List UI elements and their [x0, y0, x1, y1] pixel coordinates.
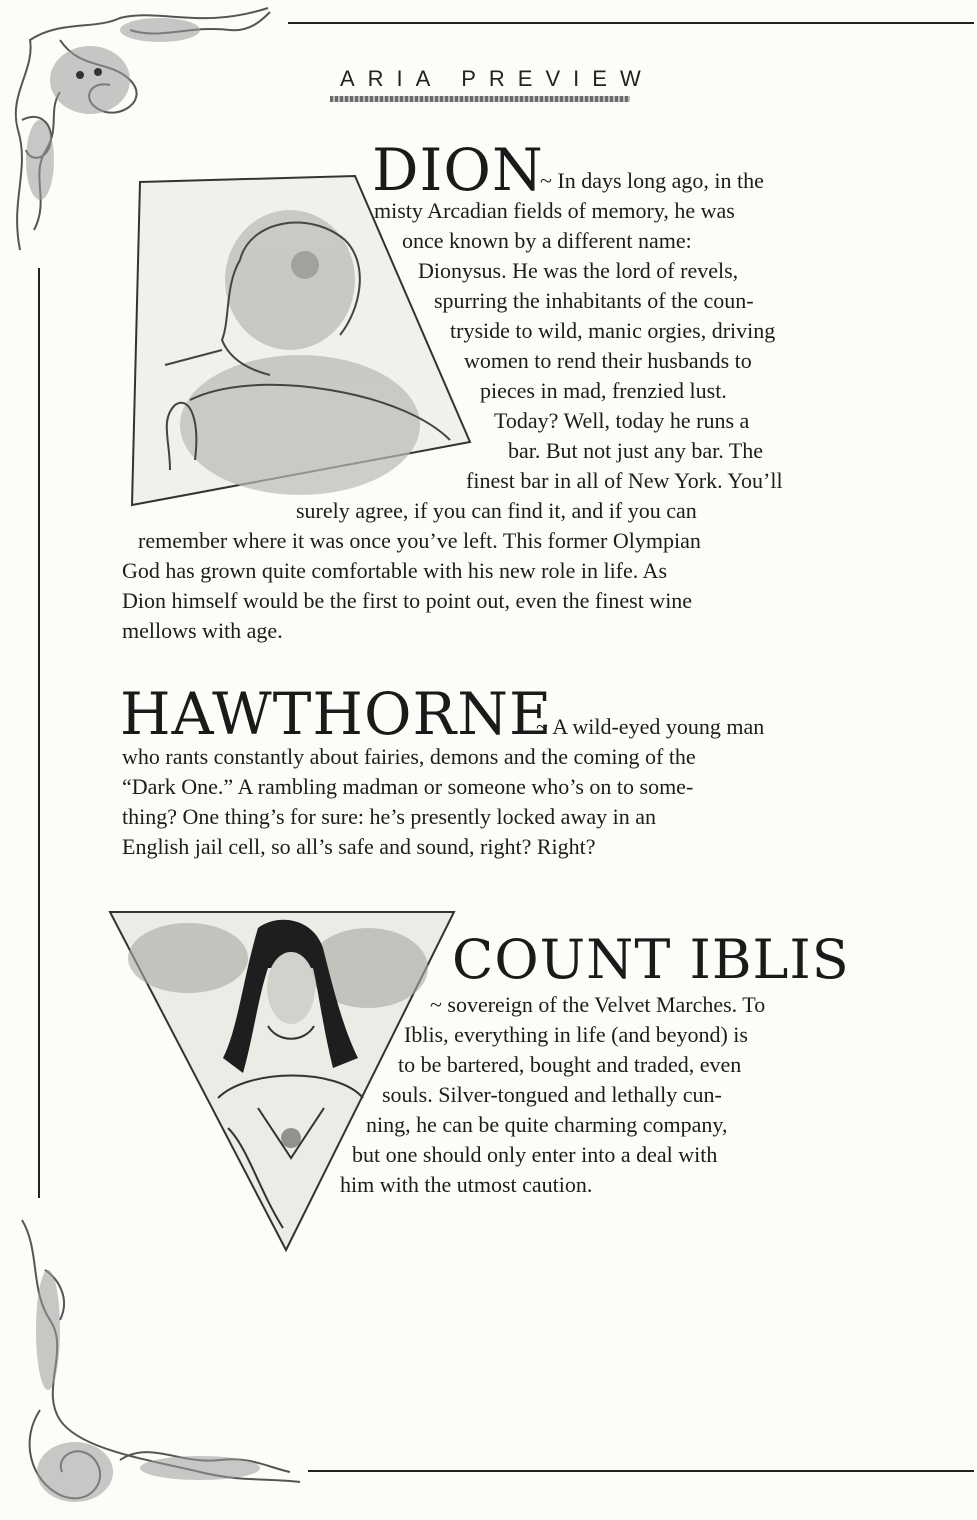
dion-line: Dion himself would be the first to point out, even the finest wine	[122, 588, 693, 613]
entry-name-dion: DION	[372, 136, 544, 204]
hawthorne-line: who rants constantly about fairies, demons and the coming of the	[122, 744, 696, 769]
dion-line: Dionysus. He was the lord of revels,	[418, 258, 739, 283]
dion-line: spurring the inhabitants of the coun-	[434, 288, 754, 313]
iblis-line: ning, he can be quite charming company,	[366, 1112, 728, 1137]
dion-line: Today? Well, today he runs a	[494, 408, 750, 433]
dion-line: God has grown quite comfortable with his new role in life. As	[122, 558, 668, 583]
hawthorne-line: “Dark One.” A rambling madman or someone who’s on to some-	[122, 774, 694, 799]
header-ornament-band	[330, 96, 630, 102]
bottom-rule	[308, 1470, 974, 1472]
dion-line: pieces in mad, frenzied lust.	[480, 378, 727, 403]
iblis-line: ~ sovereign of the Velvet Marches. To	[430, 992, 766, 1017]
dion-line: once known by a different name:	[402, 228, 692, 253]
iblis-line: souls. Silver-tongued and lethally cun-	[382, 1082, 722, 1107]
dion-line: surely agree, if you can find it, and if you can	[296, 498, 697, 523]
iblis-line: him with the utmost caution.	[340, 1172, 593, 1197]
page-header-title: ARIA PREVIEW	[340, 66, 654, 91]
dion-line: ~ In days long ago, in the	[540, 168, 764, 193]
ornament-bottom-left-icon	[0, 1210, 310, 1510]
entry-name-hawthorne: HAWTHORNE	[120, 680, 553, 748]
iblis-line: but one should only enter into a deal with	[352, 1142, 718, 1167]
top-rule	[288, 22, 974, 24]
dion-line: finest bar in all of New York. You’ll	[466, 468, 783, 493]
dion-line: mellows with age.	[122, 618, 283, 643]
hawthorne-line: ~ A wild-eyed young man	[536, 714, 765, 739]
dion-line: tryside to wild, manic orgies, driving	[450, 318, 776, 343]
hawthorne-line: English jail cell, so all’s safe and sound, right? Right?	[122, 834, 596, 859]
dion-line: misty Arcadian fields of memory, he was	[374, 198, 735, 223]
dion-line: remember where it was once you’ve left. This former Olympian	[138, 528, 701, 553]
hawthorne-line: thing? One thing’s for sure: he’s presently locked away in an	[122, 804, 656, 829]
dion-line: bar. But not just any bar. The	[508, 438, 764, 463]
left-rule	[38, 268, 40, 1198]
entry-name-count-iblis: COUNT IBLIS	[452, 928, 850, 991]
dion-line: women to rend their husbands to	[464, 348, 752, 373]
iblis-line: to be bartered, bought and traded, even	[398, 1052, 742, 1077]
iblis-line: Iblis, everything in life (and beyond) is	[404, 1022, 748, 1047]
